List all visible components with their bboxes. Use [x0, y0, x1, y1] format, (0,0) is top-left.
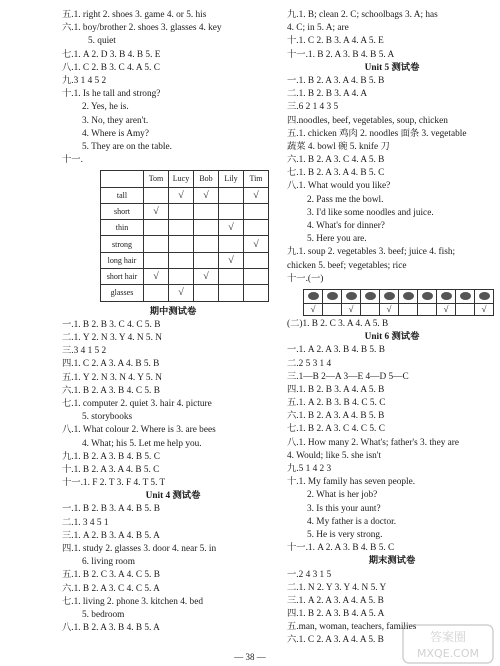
picture-box — [436, 289, 456, 316]
answer-line: 九.1. soup 2. vegetables 3. beef; juice 4. fish; — [287, 247, 456, 258]
check-cell: √ — [244, 187, 269, 203]
row-label: tall — [101, 187, 144, 203]
answer-line: 一.1. B 2. A 3. A 4. B 5. B — [287, 75, 385, 86]
answer-line: 5. storybooks — [82, 412, 133, 423]
answer-line: 七.1. living 2. phone 3. kitchen 4. bed — [62, 596, 203, 607]
answer-line: 六.1. B 2. A 3. C 4. C 5. A — [62, 583, 160, 594]
answer-line: 五.1. right 2. shoes 3. game 4. or 5. his — [62, 10, 207, 20]
watermark-text: MXQE.COM — [417, 647, 479, 660]
answer-line: 九.1. B 2. A 3. B 4. B 5. C — [62, 451, 160, 462]
answer-line: 2. Pass me the bowl. — [307, 194, 384, 205]
table-row — [101, 236, 269, 252]
check-cell — [144, 285, 169, 301]
picture-box — [341, 289, 361, 316]
food-picture-icon — [323, 290, 341, 304]
answer-line: 四.1. B 2. B 3. A 4. A 5. B — [287, 384, 385, 395]
row-label: long hair — [101, 252, 144, 268]
check-mark: √ — [481, 303, 487, 314]
answer-line: 四.1. C 2. A 3. A 4. B 5. B — [62, 359, 160, 370]
answer-line: 五.1. A 2. B 3. B 4. C 5. C — [287, 398, 386, 409]
food-picture-icon — [304, 290, 322, 304]
answer-line: 六.1. boy/brother 2. shoes 3. glasses 4. key — [62, 23, 222, 34]
answer-line: 七.1. B 2. A 3. C 4. C 5. C — [287, 424, 385, 435]
check-mark: √ — [310, 303, 316, 314]
check-cell — [219, 203, 244, 219]
food-picture-icon — [475, 290, 493, 304]
answer-line: 3. Is this your aunt? — [307, 503, 381, 514]
picture-box — [474, 289, 494, 316]
answer-line: 5. They are on the table. — [82, 141, 172, 152]
answer-line: 4. Where is Amy? — [82, 128, 149, 139]
left-column — [62, 9, 284, 635]
picture-box — [455, 289, 475, 316]
check-cell — [219, 187, 244, 203]
check-cell — [244, 269, 269, 285]
check-cell — [169, 269, 194, 285]
check-cell — [244, 203, 269, 219]
check-mark — [418, 304, 436, 315]
check-cell: √ — [194, 269, 219, 285]
row-label: glasses — [101, 285, 144, 301]
answer-line: 九.5 1 4 2 3 — [287, 464, 332, 474]
answer-line: 十.1. C 2. B 3. A 4. A 5. E — [287, 36, 384, 47]
picture-check-row — [303, 289, 497, 316]
answer-table — [100, 170, 269, 301]
answer-line: 七.1. computer 2. quiet 3. hair 4. picture — [62, 398, 212, 409]
check-cell — [144, 236, 169, 252]
table-row — [101, 220, 269, 236]
watermark-sub: 答案圈 — [429, 630, 467, 644]
answer-line: 六.1. C 2. A 3. A 4. A 5. B — [287, 635, 384, 646]
answer-line: 4. C; in 5. A; are — [287, 23, 349, 34]
check-cell: √ — [169, 187, 194, 203]
check-cell: √ — [144, 203, 169, 219]
answer-line: 三.6 2 1 4 3 5 — [287, 102, 339, 113]
table-header-cell: Tim — [244, 171, 269, 187]
table-header-cell: Bob — [194, 171, 219, 187]
table-row — [101, 187, 269, 203]
unit4-title: Unit 4 测试卷 — [145, 491, 201, 502]
answer-line: 十.1. B 2. A 3. A 4. B 5. C — [62, 464, 160, 475]
answer-line: 三.3 4 1 5 2 — [62, 346, 107, 357]
answer-line: 十.1. Is he tall and strong? — [62, 89, 161, 100]
answer-line: 四.1. B 2. A 3. B 4. A 5. A — [287, 609, 385, 620]
answer-line: 4. My father is a doctor. — [307, 516, 397, 527]
check-cell — [144, 187, 169, 203]
answer-line: 5. Here you are. — [307, 234, 367, 245]
answer-line: 七.1. B 2. A 3. A 4. B 5. C — [287, 168, 385, 179]
answer-line: 六.1. B 2. A 3. C 4. A 5. B — [287, 155, 385, 166]
answer-line: 6. living room — [82, 557, 135, 568]
check-mark: √ — [386, 303, 392, 314]
check-cell — [244, 220, 269, 236]
answer-line: 5. quiet — [88, 36, 116, 47]
check-cell — [219, 236, 244, 252]
picture-box — [379, 289, 399, 316]
picture-box — [322, 289, 342, 316]
table-header-cell: Tom — [144, 171, 169, 187]
food-picture-icon — [437, 290, 455, 304]
check-mark — [456, 304, 474, 315]
check-mark: √ — [443, 303, 449, 314]
answer-line: 八.1. C 2. B 3. C 4. A 5. C — [62, 62, 160, 73]
check-cell — [169, 220, 194, 236]
answer-line: 六.1. B 2. A 3. A 4. B 5. B — [287, 411, 385, 422]
table-row — [101, 269, 269, 285]
check-cell: √ — [219, 220, 244, 236]
unit6-title: Unit 6 测试卷 — [364, 332, 420, 343]
answer-line: 四.1. study 2. glasses 3. door 4. near 5. in — [62, 544, 217, 554]
check-cell: √ — [194, 187, 219, 203]
row-label: short hair — [101, 269, 144, 285]
check-cell — [169, 203, 194, 219]
answer-line: 一.1. B 2. B 3. C 4. C 5. B — [62, 319, 161, 330]
answer-line: 五.1. B 2. C 3. A 4. C 5. B — [62, 570, 160, 581]
answer-line: 二.1. B 2. B 3. A 4. A — [287, 89, 368, 100]
answer-line: 4. What; his 5. Let me help you. — [82, 438, 202, 449]
answer-line: 八.1. How many 2. What's; father's 3. they are — [287, 437, 460, 448]
picture-box — [398, 289, 418, 316]
answer-line: 十一.(一) — [287, 273, 324, 284]
row-label: strong — [101, 236, 144, 252]
answer-line: 五.1. Y 2. N 3. N 4. Y 5. N — [62, 372, 162, 383]
answer-line: 三.1. A 2. B 3. A 4. B 5. A — [62, 530, 160, 541]
answer-line: 一.1. B 2. B 3. A 4. B 5. B — [62, 504, 160, 515]
answer-line: 五.man, woman, teachers, families — [287, 622, 417, 633]
answer-line: 一.2 4 3 1 5 — [287, 569, 332, 580]
answer-line: 一.1. A 2. A 3. B 4. B 5. B — [287, 345, 385, 356]
check-cell: √ — [244, 236, 269, 252]
answer-line: 二.1. N 2. Y 3. Y 4. N 5. Y — [287, 582, 387, 593]
answer-line: 八.1. What would you like? — [287, 181, 391, 192]
answer-line: 十一.1. A 2. A 3. B 4. B 5. C — [287, 543, 395, 554]
check-cell: √ — [169, 285, 194, 301]
answer-line: 八.1. B 2. A 3. B 4. B 5. A — [62, 623, 160, 634]
answer-line: 九.1. B; clean 2. C; schoolbags 3. A; has — [287, 10, 438, 20]
answer-line: 十.1. My family has seven people. — [287, 477, 416, 488]
final-exam-title: 期末测试卷 — [368, 556, 416, 567]
picture-box — [417, 289, 437, 316]
answer-line: 三.1. A 2. A 3. A 4. A 5. B — [287, 595, 384, 606]
check-cell — [144, 220, 169, 236]
check-cell — [194, 252, 219, 268]
check-cell — [244, 285, 269, 301]
table-row — [101, 252, 269, 268]
check-cell — [194, 220, 219, 236]
row-label: short — [101, 203, 144, 219]
answer-line: 八.1. What colour 2. Where is 3. are bees — [62, 425, 216, 436]
check-mark — [399, 304, 417, 315]
unit5-title: Unit 5 测试卷 — [364, 62, 420, 73]
answer-line: 九.3 1 4 5 2 — [62, 75, 107, 86]
answer-line: 五.1. chicken 鸡肉 2. noodles 面条 3. vegetable — [287, 128, 467, 139]
right-column — [287, 9, 497, 648]
answer-line: (二)1. B 2. C 3. A 4. A 5. B — [287, 318, 389, 329]
check-cell — [194, 203, 219, 219]
answer-line: 二.1. Y 2. N 3. Y 4. N 5. N — [62, 333, 162, 343]
answer-line: 蔬菜 4. bowl 碗 5. knife 刀 — [287, 141, 390, 152]
check-mark — [361, 304, 379, 315]
check-mark: √ — [348, 303, 354, 314]
food-picture-icon — [456, 290, 474, 304]
check-cell — [194, 285, 219, 301]
check-cell: √ — [219, 252, 244, 268]
row-label: thin — [101, 220, 144, 236]
question-11-label: 十一. — [62, 155, 83, 166]
check-cell — [244, 252, 269, 268]
table-corner — [101, 171, 144, 187]
answer-line: 4. Would; like 5. she isn't — [287, 450, 381, 461]
answer-line: 3. I'd like some noodles and juice. — [307, 207, 434, 218]
food-picture-icon — [418, 290, 436, 304]
answer-line: 二.2 5 3 1 4 — [287, 358, 332, 369]
answer-line: 2. Yes, he is. — [82, 102, 129, 113]
answer-line: 3. No, they aren't. — [82, 115, 149, 126]
answer-line: 三.1—B 2—A 3—E 4—D 5—C — [287, 371, 409, 382]
food-picture-icon — [342, 290, 360, 304]
food-picture-icon — [361, 290, 379, 304]
answer-line: 六.1. B 2. A 3. B 4. C 5. B — [62, 385, 160, 396]
page-number: — 38 — — [234, 652, 266, 662]
answer-line: 二.1. 3 4 5 1 — [62, 517, 109, 528]
watermark-logo — [402, 624, 494, 664]
picture-box — [360, 289, 380, 316]
check-cell — [194, 236, 219, 252]
table-row — [101, 203, 269, 219]
answer-line: 四.noodles, beef, vegetables, soup, chicken — [287, 115, 448, 126]
check-cell: √ — [144, 269, 169, 285]
answer-line: 4. What's for dinner? — [307, 221, 385, 231]
food-picture-icon — [399, 290, 417, 304]
picture-box — [303, 289, 323, 316]
check-cell — [169, 236, 194, 252]
midterm-title: 期中测试卷 — [149, 306, 197, 317]
check-mark — [323, 304, 341, 315]
table-header-cell: Lucy — [169, 171, 194, 187]
check-cell — [219, 269, 244, 285]
answer-line: 5. He is very strong. — [307, 529, 383, 540]
answer-line: 十一.1. B 2. A 3. B 4. B 5. A — [287, 49, 395, 60]
answer-line: 十一.1. F 2. T 3. F 4. T 5. T — [62, 478, 166, 489]
table-header-cell: Lily — [219, 171, 244, 187]
answer-line: 七.1. A 2. D 3. B 4. B 5. E — [62, 49, 161, 60]
answer-line: 5. bedroom — [82, 609, 125, 620]
check-cell — [144, 252, 169, 268]
answer-line: chicken 5. beef; vegetables; rice — [287, 260, 407, 271]
answer-line: 2. What is her job? — [307, 490, 378, 501]
table-row — [101, 285, 269, 301]
food-picture-icon — [380, 290, 398, 304]
check-cell — [219, 285, 244, 301]
check-cell — [169, 252, 194, 268]
